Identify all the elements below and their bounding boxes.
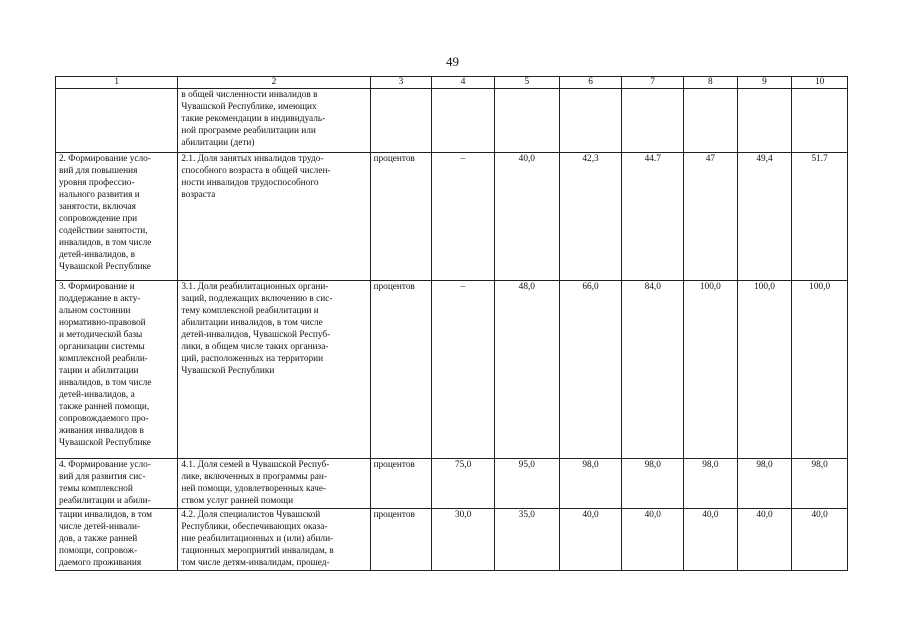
value-cell: 47: [684, 153, 738, 281]
value-cell: 40,0: [494, 153, 559, 281]
value-cell: [684, 89, 738, 153]
header-cell: 10: [792, 77, 848, 89]
header-cell: 9: [737, 77, 792, 89]
goal-cell: [56, 89, 178, 153]
value-cell: 98,0: [737, 459, 792, 509]
value-cell: [432, 89, 495, 153]
header-cell: 8: [684, 77, 738, 89]
unit-cell: процентов: [370, 509, 432, 571]
page-number: 49: [446, 54, 459, 69]
value-cell: 44.7: [622, 153, 684, 281]
value-cell: 98,0: [792, 459, 848, 509]
value-cell: 100,0: [792, 281, 848, 459]
value-cell: [792, 89, 848, 153]
value-cell: 49,4: [737, 153, 792, 281]
indicator-cell: в общей численности инвалидов в Чувашской Республике, имеющих такие рекомендации в индивидуаль- ной программе реабилитации или абилитации (дети): [178, 89, 370, 153]
value-cell: [622, 89, 684, 153]
value-cell: 40,0: [792, 509, 848, 571]
header-cell: 6: [559, 77, 622, 89]
unit-cell: процентов: [370, 281, 432, 459]
unit-cell: процентов: [370, 153, 432, 281]
value-cell: 66,0: [559, 281, 622, 459]
goal-cell: тации инвалидов, в том числе детей-инвали- дов, а также ранней помощи, сопровож- даемого проживания: [56, 509, 178, 571]
goal-cell: 2. Формирование усло- вий для повышения уровня профессио- нального развития и занятости, включая сопровождение при содействии занятости, инвалидов, в том числе детей-инвалидов, в Чувашской Республике: [56, 153, 178, 281]
value-cell: 40,0: [684, 509, 738, 571]
value-cell: 51.7: [792, 153, 848, 281]
header-cell: 5: [494, 77, 559, 89]
value-cell: –: [432, 281, 495, 459]
table-row: [56, 153, 848, 281]
indicator-cell: 4.2. Доля специалистов Чувашской Республики, обеспечивающих оказа- ние реабилитационных и (или) абили- тационных мероприятий инвалидам, в том числе детям-инвалидам, прошед-: [178, 509, 370, 571]
value-cell: –: [432, 153, 495, 281]
indicator-cell: 3.1. Доля реабилитационных органи- заций, подлежащих включению в сис- тему комплексной реабилитации и абилитации инвалидов, в том числе детей-инвалидов, Чувашской Респуб- лики, в общем числе таких организа- ций, расположенных на территории Чувашской Республики: [178, 281, 370, 459]
value-cell: 40,0: [559, 509, 622, 571]
header-cell: 2: [178, 77, 370, 89]
value-cell: 98,0: [559, 459, 622, 509]
indicator-cell: 4.1. Доля семей в Чувашской Респуб- лике, включенных в программы ран- ней помощи, удовлетворенных каче- ством услуг ранней помощи: [178, 459, 370, 509]
table-row: [56, 89, 848, 153]
table-row: [56, 509, 848, 571]
value-cell: [559, 89, 622, 153]
header-cell: 3: [370, 77, 432, 89]
value-cell: 100,0: [684, 281, 738, 459]
unit-cell: [370, 89, 432, 153]
header-cell: 7: [622, 77, 684, 89]
header-cell: 4: [432, 77, 495, 89]
value-cell: 35,0: [494, 509, 559, 571]
value-cell: 75,0: [432, 459, 495, 509]
value-cell: 40,0: [622, 509, 684, 571]
table-row: [56, 281, 848, 459]
value-cell: 42,3: [559, 153, 622, 281]
value-cell: 100,0: [737, 281, 792, 459]
goal-cell: 3. Формирование и поддержание в акту- альном состоянии нормативно-правовой и методической базы организации системы комплексной реабили- тации и абилитации инвалидов, в том числе детей-инвалидов, а также ранней помощи, сопровождаемого про- живания инвалидов в Чувашской Республике: [56, 281, 178, 459]
value-cell: 98,0: [622, 459, 684, 509]
value-cell: 95,0: [494, 459, 559, 509]
goal-cell: 4. Формирование усло- вий для развития сис- темы комплексной реабилитации и абили-: [56, 459, 178, 509]
value-cell: 84,0: [622, 281, 684, 459]
value-cell: [494, 89, 559, 153]
table-row: [56, 459, 848, 509]
value-cell: 98,0: [684, 459, 738, 509]
value-cell: 48,0: [494, 281, 559, 459]
value-cell: 30,0: [432, 509, 495, 571]
indicators-table: [55, 76, 848, 571]
indicator-cell: 2.1. Доля занятых инвалидов трудо- способного возраста в общей числен- ности инвалидов трудоспособного возраста: [178, 153, 370, 281]
header-cell: 1: [56, 77, 178, 89]
value-cell: 40,0: [737, 509, 792, 571]
unit-cell: процентов: [370, 459, 432, 509]
table-header-row: [56, 77, 848, 89]
value-cell: [737, 89, 792, 153]
